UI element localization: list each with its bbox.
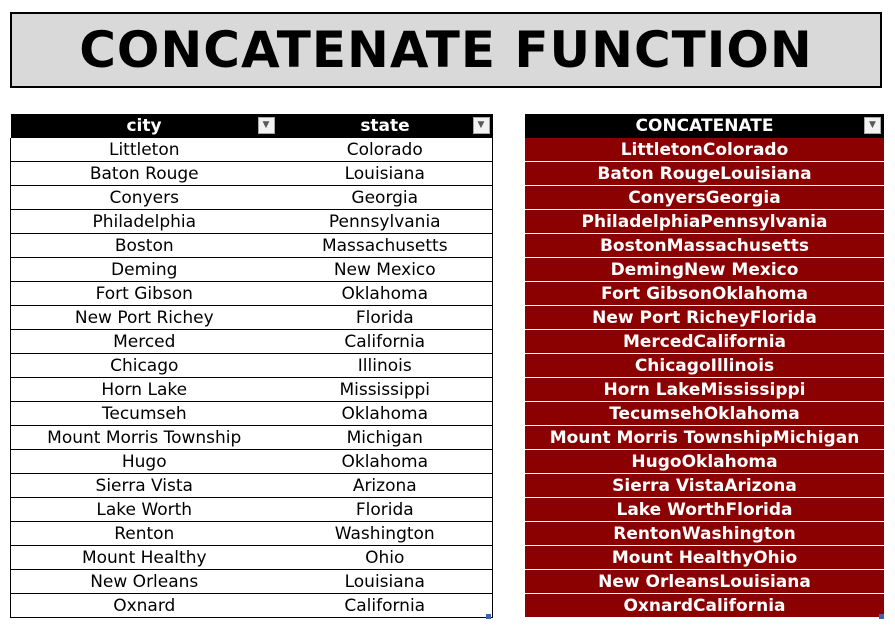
state-cell[interactable]: Pennsylvania	[278, 210, 493, 234]
state-cell[interactable]: Ohio	[278, 546, 493, 570]
table-row	[525, 354, 884, 378]
table-row	[525, 402, 884, 426]
city-cell[interactable]: Tecumseh	[11, 402, 278, 426]
city-cell[interactable]: Littleton	[11, 138, 278, 162]
state-cell[interactable]: California	[278, 594, 493, 618]
concatenate-cell[interactable]: TecumsehOklahoma	[525, 402, 884, 426]
table-row	[525, 234, 884, 258]
dropdown-arrow-icon: ▼	[262, 120, 270, 130]
state-cell[interactable]: Washington	[278, 522, 493, 546]
table-row	[11, 378, 493, 402]
concatenate-cell[interactable]: Horn LakeMississippi	[525, 378, 884, 402]
state-cell[interactable]: Colorado	[278, 138, 493, 162]
city-cell[interactable]: Fort Gibson	[11, 282, 278, 306]
city-cell[interactable]: Sierra Vista	[11, 474, 278, 498]
concatenate-cell[interactable]: LittletonColorado	[525, 138, 884, 162]
state-cell[interactable]: Georgia	[278, 186, 493, 210]
state-cell[interactable]: New Mexico	[278, 258, 493, 282]
source-table-resize-handle[interactable]	[486, 614, 491, 619]
city-cell[interactable]: Oxnard	[11, 594, 278, 618]
city-cell[interactable]: Horn Lake	[11, 378, 278, 402]
source-table	[10, 114, 493, 618]
state-cell[interactable]: Arizona	[278, 474, 493, 498]
city-cell[interactable]: Chicago	[11, 354, 278, 378]
table-row	[11, 546, 493, 570]
title-banner	[10, 12, 882, 88]
city-cell[interactable]: Boston	[11, 234, 278, 258]
state-cell[interactable]: California	[278, 330, 493, 354]
city-cell[interactable]: Philadelphia	[11, 210, 278, 234]
state-cell[interactable]: Illinois	[278, 354, 493, 378]
city-filter-button[interactable]	[258, 117, 275, 134]
table-row	[525, 306, 884, 330]
concatenate-cell[interactable]: HugoOklahoma	[525, 450, 884, 474]
table-row	[11, 282, 493, 306]
table-row	[11, 210, 493, 234]
page-title: CONCATENATE FUNCTION	[79, 21, 813, 79]
concatenate-cell[interactable]: DemingNew Mexico	[525, 258, 884, 282]
concatenate-cell[interactable]: Mount Morris TownshipMichigan	[525, 426, 884, 450]
table-row	[11, 234, 493, 258]
concatenate-cell[interactable]: New OrleansLouisiana	[525, 570, 884, 594]
dropdown-arrow-icon: ▼	[869, 120, 876, 130]
table-row	[11, 594, 493, 618]
state-cell[interactable]: Florida	[278, 306, 493, 330]
concatenate-column-header	[525, 114, 884, 138]
city-cell[interactable]: Renton	[11, 522, 278, 546]
source-table-header-row	[11, 114, 493, 138]
table-row	[525, 570, 884, 594]
table-row	[525, 330, 884, 354]
table-row	[11, 474, 493, 498]
city-cell[interactable]: Mount Healthy	[11, 546, 278, 570]
concatenate-cell[interactable]: Mount HealthyOhio	[525, 546, 884, 570]
table-row	[11, 354, 493, 378]
concatenate-cell[interactable]: Sierra VistaArizona	[525, 474, 884, 498]
concatenate-cell[interactable]: New Port RicheyFlorida	[525, 306, 884, 330]
table-row	[11, 498, 493, 522]
city-cell[interactable]: Conyers	[11, 186, 278, 210]
source-table-body	[11, 138, 493, 618]
table-row	[11, 330, 493, 354]
table-row	[525, 138, 884, 162]
concatenate-cell[interactable]: MercedCalifornia	[525, 330, 884, 354]
concatenate-cell[interactable]: ChicagoIllinois	[525, 354, 884, 378]
concatenate-header-label: CONCATENATE	[635, 116, 774, 136]
table-row	[11, 522, 493, 546]
state-cell[interactable]: Oklahoma	[278, 402, 493, 426]
city-cell[interactable]: New Port Richey	[11, 306, 278, 330]
state-cell[interactable]: Michigan	[278, 426, 493, 450]
concatenate-cell[interactable]: Fort GibsonOklahoma	[525, 282, 884, 306]
city-header-label: city	[126, 116, 162, 136]
state-header-label: state	[360, 116, 410, 136]
table-row	[11, 138, 493, 162]
table-row	[11, 426, 493, 450]
state-cell[interactable]: Louisiana	[278, 570, 493, 594]
city-column-header	[11, 114, 278, 138]
city-cell[interactable]: Lake Worth	[11, 498, 278, 522]
table-row	[525, 546, 884, 570]
city-cell[interactable]: Hugo	[11, 450, 278, 474]
result-table	[525, 114, 884, 618]
state-column-header	[278, 114, 493, 138]
concatenate-cell[interactable]: BostonMassachusetts	[525, 234, 884, 258]
state-cell[interactable]: Louisiana	[278, 162, 493, 186]
table-row	[525, 474, 884, 498]
table-row	[11, 258, 493, 282]
city-cell[interactable]: Mount Morris Township	[11, 426, 278, 450]
table-row	[525, 378, 884, 402]
city-cell[interactable]: New Orleans	[11, 570, 278, 594]
result-table-header-row	[525, 114, 884, 138]
table-row	[11, 306, 493, 330]
table-row	[525, 426, 884, 450]
result-table-body	[525, 138, 884, 618]
concatenate-cell[interactable]: OxnardCalifornia	[525, 594, 884, 618]
state-cell[interactable]: Mississippi	[278, 378, 493, 402]
table-row	[11, 402, 493, 426]
city-cell[interactable]: Merced	[11, 330, 278, 354]
state-cell[interactable]: Oklahoma	[278, 450, 493, 474]
concatenate-cell[interactable]: Baton RougeLouisiana	[525, 162, 884, 186]
concatenate-cell[interactable]: Lake WorthFlorida	[525, 498, 884, 522]
result-table-resize-handle[interactable]	[879, 614, 884, 619]
table-row	[525, 594, 884, 618]
table-row	[525, 522, 884, 546]
table-row	[525, 450, 884, 474]
state-cell[interactable]: Oklahoma	[278, 282, 493, 306]
concatenate-cell[interactable]: PhiladelphiaPennsylvania	[525, 210, 884, 234]
concatenate-cell[interactable]: ConyersGeorgia	[525, 186, 884, 210]
table-row	[525, 258, 884, 282]
table-row	[11, 162, 493, 186]
city-cell[interactable]: Baton Rouge	[11, 162, 278, 186]
state-filter-button[interactable]	[473, 117, 490, 134]
concatenate-cell[interactable]: RentonWashington	[525, 522, 884, 546]
table-row	[11, 570, 493, 594]
table-row	[525, 498, 884, 522]
state-cell[interactable]: Massachusetts	[278, 234, 493, 258]
table-row	[525, 162, 884, 186]
city-cell[interactable]: Deming	[11, 258, 278, 282]
table-row	[525, 282, 884, 306]
table-row	[11, 186, 493, 210]
table-row	[11, 450, 493, 474]
concatenate-filter-button[interactable]	[864, 117, 881, 134]
state-cell[interactable]: Florida	[278, 498, 493, 522]
dropdown-arrow-icon: ▼	[477, 120, 485, 130]
table-row	[525, 186, 884, 210]
table-row	[525, 210, 884, 234]
